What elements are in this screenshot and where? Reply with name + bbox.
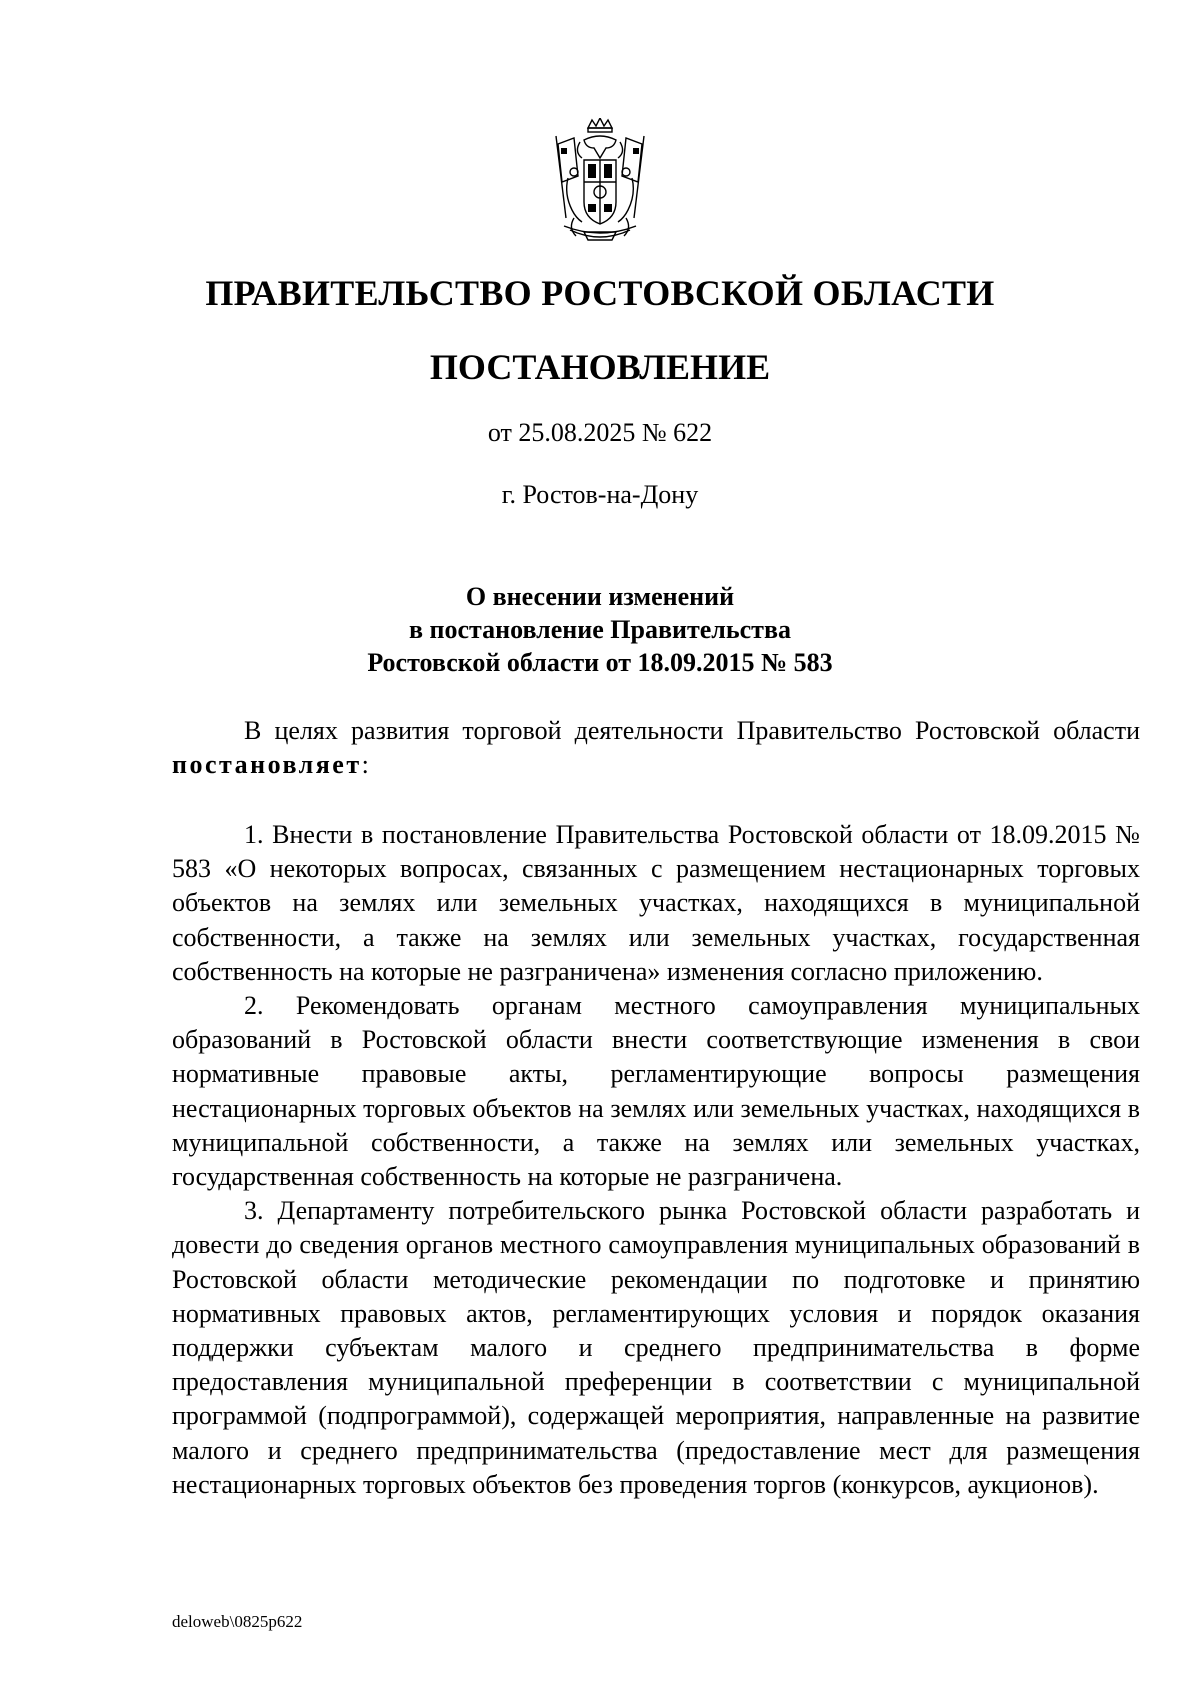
intro-paragraph <box>172 714 1140 782</box>
government-title: ПРАВИТЕЛЬСТВО РОСТОВСКОЙ ОБЛАСТИ <box>205 273 995 313</box>
file-code: deloweb\0825p622 <box>172 1612 303 1631</box>
document-subject <box>0 580 1200 679</box>
resolution-item-3: 3. Департаменту потребительского рынка Ростовской области разработать и довести до сведения органов местного самоуправления муниципальных образований в Ростовской области методические рекомендации по подготовке и принятию нормативных правовых актов, регламентирующих условия и порядок оказания поддержки субъектам малого и среднего предпринимательства в форме предоставления муниципальной преференции в соответствии с муниципальной программой (подпрограммой), содержащей мероприятия, направленные на развитие малого и среднего предпринимательства (предоставление мест для размещения нестационарных торговых объектов без проведения торгов (конкурсов, аукционов). <box>172 1196 1140 1499</box>
intro-text: В целях развития торговой деятельности Правительство Ростовской области <box>244 716 1140 745</box>
resolution-item-1: 1. Внести в постановление Правительства Ростовской области от 18.09.2015 № 583 «О некоторых вопросах, связанных с размещением нестационарных торговых объектов на землях или земельных участках, находящихся в муниципальной собственности, а также на землях или земельных участках, государственная собственность на которые не разграничена» изменения согласно приложению. <box>172 820 1140 986</box>
document-place: г. Ростов-на-Дону <box>501 480 699 509</box>
document-date-number: от 25.08.2025 № 622 <box>487 418 713 447</box>
intro-punctuation: : <box>361 750 369 780</box>
rostov-oblast-coat-of-arms-icon <box>544 118 656 246</box>
subject-line: О внесении изменений <box>465 582 735 611</box>
resolution-item-2: 2. Рекомендовать органам местного самоуправления муниципальных образований в Ростовской области внести соответствующие изменения в свои нормативные правовые акты, регламентирующие вопросы размещения нестационарных торговых объектов на землях или земельных участках, находящихся в муниципальной собственности, а также на землях или земельных участках, государственная собственность на которые не разграничена. <box>172 991 1140 1192</box>
resolution-items <box>172 818 1140 1502</box>
subject-line: Ростовской области от 18.09.2015 № 583 <box>367 648 833 677</box>
document-type: ПОСТАНОВЛЕНИЕ <box>429 347 771 387</box>
intro-emphasis: постановляет <box>172 750 362 780</box>
subject-line: в постановление Правительства <box>408 615 791 644</box>
